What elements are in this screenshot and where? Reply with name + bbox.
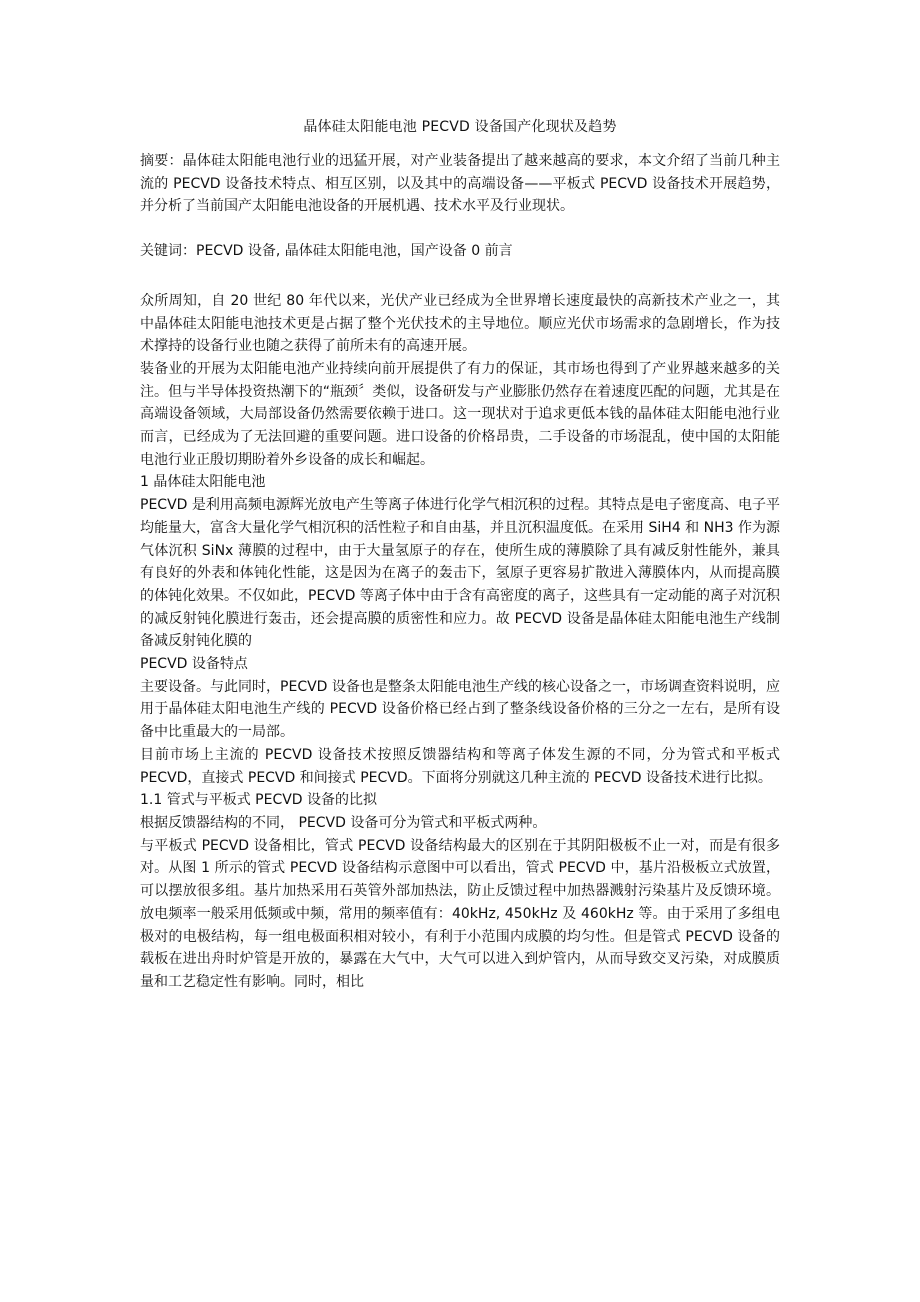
paragraph-mainstream-tech: 目前市场上主流的 PECVD 设备技术按照反馈器结构和等离子体发生源的不同，分为管式和平板式 PECVD，直接式 PECVD 和间接式 PECVD。下面将分别就这几种主流的 PECVD 设备技术进行比拟。 [140, 746, 780, 786]
document-title: 晶体硅太阳能电池 PECVD 设备国产化现状及趋势 [303, 119, 617, 135]
abstract-paragraph: 摘要：晶体硅太阳能电池行业的迅猛开展，对产业装备提出了越来越高的要求，本文介绍了当前几种主流的 PECVD 设备技术特点、相互区别，以及其中的高端设备——平板式 PECVD 设备技术开展趋势，并分析了当前国产太阳能电池设备的开展机遇、技术水平及行业现状。 [140, 153, 780, 215]
paragraph-equipment-industry: 装备业的开展为太阳能电池产业持续向前开展提供了有力的保证，其市场也得到了产业界越来越多的关注。但与半导体投资热潮下的“瓶颈〞类似，设备研发与产业膨胀仍然存在着速度匹配的问题，尤其是在高端设备领域，大局部设备仍然需要依赖于进口。这一现状对于追求更低本钱的晶体硅太阳能电池行业而言，已经成为了无法回避的重要问题。进口设备的价格昂贵，二手设备的市场混乱，使中国的太阳能电池行业正殷切期盼着外乡设备的成长和崛起。 [140, 360, 780, 468]
paragraph-main-equipment: 主要设备。与此同时，PECVD 设备也是整条太阳能电池生产线的核心设备之一，市场调查资料说明，应用于晶体硅太阳电池生产线的 PECVD 设备价格已经占到了整条线设备价格的三分之一左右，是所有设备中比重最大的一局部。 [140, 678, 780, 741]
paragraph-tube-vs-plate: 与平板式 PECVD 设备相比，管式 PECVD 设备结构最大的区别在于其阴阳极板不止一对，而是有很多对。从图 1 所示的管式 PECVD 设备结构示意图中可以看出，管式 PECVD 中，基片沿极板立式放置，可以摆放很多组。基片加热采用石英管外部加热法，防止反馈过程中加热器溅射污染基片及反馈环境。放电频率一般采用低频或中频，常用的频率值有：40kHz, 450kHz 及 460kHz 等。由于采用了多组电极对的电极结构，每一组电极面积相对较小，有利于小范围内成膜的均匀性。但是管式 PECVD 设备的载板在进出舟时炉管是开放的，暴露在大气中，大气可以进入到炉管内，从而导致交叉污染，对成膜质量和工艺稳定性有影响。同时，相比 [140, 837, 780, 990]
paragraph-pecvd-process: PECVD 是利用高频电源辉光放电产生等离子体进行化学气相沉积的过程。其特点是电子密度高、电子平均能量大，富含大量化学气相沉积的活性粒子和自由基，并且沉积温度低。在采用 SiH4 和 NH3 作为源气体沉积 SiNx 薄膜的过程中，由于大量氢原子的存在，使所生成的薄膜除了具有减反射性能外，兼具有良好的外表和体钝化性能，这是因为在离子的轰击下，氢原子更容易扩散进入薄膜体内，从而提高膜的体钝化效果。不仅如此，PECVD 等离子体中由于含有高密度的离子，这些具有一定动能的离子对沉积的减反射钝化膜进行轰击，还会提高膜的质密性和应力。故 PECVD 设备是晶体硅太阳能电池生产线制备减反射钝化膜的 [140, 497, 780, 650]
paragraph-intro: 众所周知，自 20 世纪 80 年代以来，光伏产业已经成为全世界增长速度最快的高新技术产业之一，其中晶体硅太阳能电池技术更是占据了整个光伏技术的主导地位。顺应光伏市场需求的急剧增长，作为技术撑持的设备行业也随之获得了前所未有的高速开展。 [140, 292, 780, 355]
document-body [140, 150, 780, 994]
paragraph-reactor-structure: 根据反馈器结构的不同， PECVD 设备可分为管式和平板式两种。 [140, 814, 547, 831]
subheading-pecvd-features: PECVD 设备特点 [140, 656, 248, 673]
section-heading-1: 1 晶体硅太阳能电池 [140, 474, 266, 491]
keywords-line: 关键词：PECVD 设备, 晶体硅太阳能电池，国产设备 0 前言 [140, 243, 513, 260]
section-heading-1-1: 1.1 管式与平板式 PECVD 设备的比拟 [140, 792, 378, 809]
